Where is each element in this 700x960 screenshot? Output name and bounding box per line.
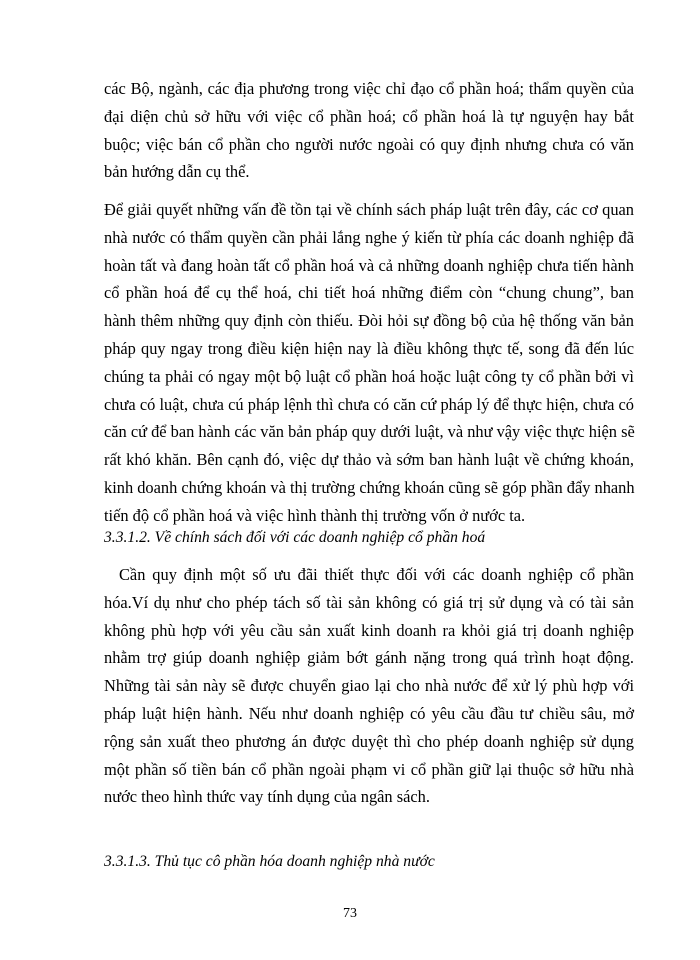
text-line: cổ phần hoá để cụ thể hoá, chi tiết hoá những điểm còn “chung chung”, ban — [104, 283, 634, 303]
paragraph-1 — [104, 75, 634, 186]
text-line: buộc; việc bán cổ phần cho người nước ngoài có quy định nhưng chưa có văn — [104, 134, 634, 154]
text-line: Những tài sản này sẽ được chuyển giao lại cho nhà nước để xử lý phù hợp với — [104, 676, 634, 696]
text-line: Để giải quyết những vấn đề tồn tại về chính sách pháp luật trên đây, các cơ quan — [104, 200, 634, 219]
text-line: rất khó khăn. Bên cạnh đó, việc dự thảo và sớm ban hành luật về chứng khoán, — [104, 450, 634, 470]
paragraph-3 — [104, 561, 634, 811]
text-line: căn cứ để ban hành các văn bản pháp quy dưới luật, và như vậy việc thực hiện sẽ — [104, 422, 635, 442]
text-line: nước theo hình thức vay tính dụng của ngân sách. — [104, 787, 430, 807]
text-line: đại diện chủ sở hữu với việc cổ phần hoá; cổ phần hoá là tự nguyện hay bắt — [104, 106, 634, 126]
text-line: hoàn tất và đang hoàn tất cổ phần hoá và cả những doanh nghiệp chưa tiến hành — [104, 255, 634, 275]
text-line: chúng ta phải có ngay một bộ luật cổ phần hoá hoặc luật công ty cổ phần bởi vì — [104, 366, 634, 386]
text-line: Cần quy định một số ưu đãi thiết thực đối với các doanh nghiệp cổ phần — [119, 565, 634, 584]
section-heading-3-3-1-3: 3.3.1.3. Thủ tục cô phần hóa doanh nghiệp nhà nước — [104, 853, 435, 870]
text-line: pháp quy ngay trong điều kiện hiện nay là điều không thực tế, song đã đến lúc — [104, 338, 634, 358]
text-line: hành thêm những quy định còn thiếu. Đòi hỏi sự đồng bộ của hệ thống văn bản — [104, 311, 634, 331]
page-number: 73 — [343, 906, 357, 921]
text-line: các Bộ, ngành, các địa phương trong việc chỉ đạo cổ phần hoá; thẩm quyền của — [104, 79, 634, 98]
text-line: không phù hợp với yêu cầu sản xuất kinh doanh ra khỏi giá trị doanh nghiệp — [104, 620, 634, 640]
text-line: chưa có luật, chưa cú pháp lệnh thì chưa có căn cứ pháp lý để thực hiện, chưa có — [104, 394, 634, 414]
section-heading-3-3-1-2: 3.3.1.2. Về chính sách đối với các doanh nghiệp cổ phần hoá — [104, 529, 486, 546]
paragraph-2 — [104, 196, 634, 530]
text-line: nhằm trợ giúp doanh nghiệp giảm bớt gánh nặng trong quá trình hoạt động. — [104, 648, 634, 668]
text-line: rộng sản xuất theo phương án được duyệt thì cho phép doanh nghiệp sử dụng — [104, 731, 634, 751]
text-line: hóa.Ví dụ như cho phép tách số tài sản không có giá trị sử dụng và có tài sản — [104, 592, 634, 612]
text-line: tiến độ cổ phần hoá và việc hình thành thị trường vốn ở nước ta. — [104, 505, 526, 525]
text-line: một phần số tiền bán cổ phần ngoài phạm vi cổ phần giữ lại thuộc sở hữu nhà — [104, 759, 634, 779]
text-line: pháp luật hiện hành. Nếu như doanh nghiệp có yêu cầu đầu tư chiều sâu, mở — [104, 703, 634, 723]
text-line: kinh doanh chứng khoán và thị trường chứng khoán cũng sẽ góp phần đẩy nhanh — [104, 477, 635, 497]
text-line: bản hướng dẫn cụ thể. — [104, 162, 250, 182]
text-line: nhà nước có thẩm quyền cần phải lắng nghe ý kiến từ phía các doanh nghiệp đã — [104, 227, 634, 247]
